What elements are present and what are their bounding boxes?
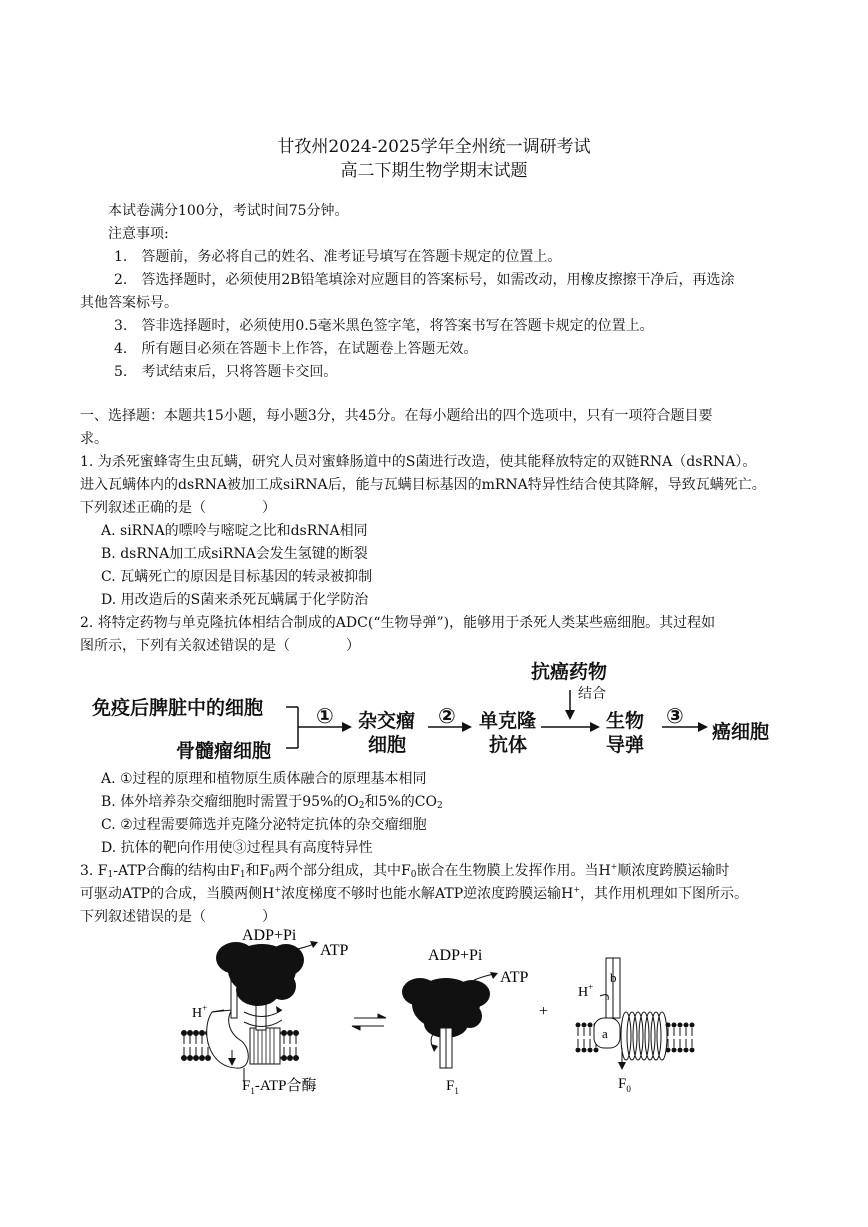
notice-item: 5. 考试结束后，只将答题卡交回。 [114,364,338,380]
intro-text: 本试卷满分100分，考试时间75分钟。 [108,203,349,219]
notice-item-cont: 其他答案标号。 [80,295,178,311]
notice-item: 1. 答题前，务必将自己的姓名、准考证号填写在答题卡规定的位置上。 [114,249,562,265]
notice-item: 3. 答非选择题时，必须使用0.5毫米黑色签字笔，将答案书写在答题卡规定的位置上。 [114,318,654,334]
antibody-label-2: 抗体 [489,734,528,756]
exam-title: 甘孜州2024-2025学年全州统一调研考试 [277,137,591,157]
q3-stem: 可驱动ATP的合成，当膜两侧H+浓度梯度不够时也能水解ATP逆浓度跨膜运输H+，其作用机理如下图所示。 [80,885,749,902]
cancer-cell-label: 癌细胞 [712,721,770,743]
bind-label: 结合 [578,686,606,702]
q1-option-c[interactable]: C. 瓦螨死亡的原因是目标基因的转录被抑制 [101,569,373,585]
missile-label-1: 生物 [606,710,645,732]
missile-label-2: 导弹 [606,734,645,756]
f1-part [402,947,529,1096]
section-heading-cont: 求。 [80,431,108,447]
f1-atp-synthase-label: $F_1$-ATP合酶 [242,1078,317,1096]
q2-option-d[interactable]: D. 抗体的靶向作用使③过程具有高度特异性 [101,840,373,856]
subunit-a-label: a [602,1026,608,1041]
step1-label: ① [316,704,334,728]
step2-label: ② [438,704,456,728]
f0-label: $F_0$ [618,1076,631,1094]
atp-synthase-complex [182,927,349,1096]
q2-stem: 图所示，下列有关叙述错误的是（ ） [80,638,360,654]
f1-label: $F_1$ [446,1078,459,1096]
q1-option-d[interactable]: D. 用改造后的S菌来杀死瓦螨属于化学防治 [101,592,369,608]
subscript: 2 [358,801,365,811]
q1-option-a[interactable]: A. siRNA的嘌呤与嘧啶之比和dsRNA相同 [101,523,368,539]
exam-subtitle: 高二下期生物学期末试题 [340,161,528,181]
f0-part [576,958,695,1094]
q2-stem: 2. 将特定药物与单克隆抗体相结合制成的ADC(“生物导弹”)，能够用于杀死人类某些癌细胞。其过程如 [80,615,716,631]
q2-option-c[interactable]: C. ②过程需要筛选并克隆分泌特定抗体的杂交瘤细胞 [101,817,427,833]
q2-option-b-text: 和5%的CO [364,794,437,810]
subunit-b-label: b [610,970,617,985]
subscript: 2 [436,801,443,811]
proton-label: H+ [192,1003,208,1021]
proton-label: H+ [578,982,594,1000]
spleen-cells-label: 免疫后脾脏中的细胞 [92,697,264,719]
section-heading: 一、选择题：本题共15小题，每小题3分，共45分。在每小题给出的四个选项中，只有一项符合题目要 [80,408,713,424]
adp-pi-label: ADP+Pi [242,927,297,944]
q2-option-b-text: B. 体外培养杂交瘤细胞时需置于95%的O [101,794,359,810]
atp-label: ATP [320,942,349,959]
q1-stem: 进入瓦螨体内的dsRNA被加工成siRNA后，能与瓦螨目标基因的mRNA特异性结合使其降解，导致瓦螨死亡。 [80,477,766,493]
hybridoma-label-1: 杂交瘤 [358,710,416,732]
q1-stem: 1. 为杀死蜜蜂寄生虫瓦螨，研究人员对蜜蜂肠道中的S菌进行改造，使其能释放特定的双链RNA（dsRNA）。 [80,454,757,470]
q1-stem: 下列叙述正确的是（ ） [80,500,276,516]
notice-item: 2. 答选择题时，必须使用2B铅笔填涂对应题目的答案标号，如需改动，用橡皮擦擦干净后，再选涂 [114,272,735,288]
q3-stem: 3. $F_1$-ATP合酶的结构由$F_1$和$F_0$两个部分组成，其中$F_0$嵌合在生物膜上发挥作用。当H+顺浓度跨膜运输时 [80,862,730,880]
q1-option-b[interactable]: B. dsRNA加工成siRNA会发生氢键的断裂 [101,546,368,562]
adp-pi-label: ADP+Pi [428,947,483,964]
q2-option-a[interactable]: A. ①过程的原理和植物原生质体融合的原理基本相同 [101,771,427,787]
step3-label: ③ [666,704,684,728]
q3-stem: 下列叙述错误的是（ ） [80,909,276,925]
atp-label: ATP [500,969,529,986]
notice-item: 4. 所有题目必须在答题卡上作答，在试题卷上答题无效。 [114,341,478,357]
notice-heading: 注意事项: [108,226,169,242]
plus-sign: + [539,1003,549,1020]
equilibrium-arrows-icon [352,1014,386,1030]
antibody-label-1: 单克隆 [479,710,537,732]
hybridoma-label-2: 细胞 [368,734,407,756]
drug-label: 抗癌药物 [531,661,608,683]
myeloma-cells-label: 骨髓瘤细胞 [176,740,272,762]
